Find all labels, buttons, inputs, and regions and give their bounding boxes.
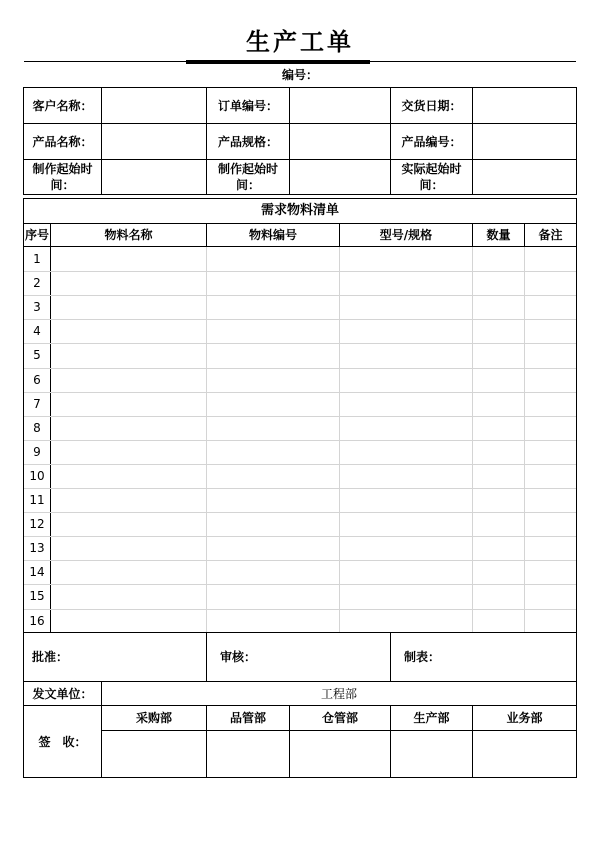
dept-warehouse: 仓管部 <box>321 711 358 725</box>
product-spec-label: 产品规格： <box>217 134 278 149</box>
bom-row-divider <box>50 609 576 610</box>
issue-row <box>23 681 577 706</box>
bom-row-number: 2 <box>33 276 41 291</box>
delivery-date-label: 交货日期： <box>401 98 462 113</box>
sign-field-purchasing[interactable] <box>102 731 206 777</box>
review-label: 审核： <box>220 650 257 664</box>
product-name-label: 产品名称： <box>32 134 93 149</box>
issuing-unit-label: 发文单位： <box>32 686 93 701</box>
order-no-field[interactable] <box>290 88 390 123</box>
bom-row-divider <box>50 416 576 417</box>
bom-row-number: 10 <box>29 468 45 483</box>
bom-row-divider <box>50 368 576 369</box>
col-header-seq: 序号 <box>24 228 49 242</box>
col-header-material-name: 物料名称 <box>104 228 153 242</box>
sign-field-production[interactable] <box>391 731 472 777</box>
sign-field-warehouse[interactable] <box>290 731 390 777</box>
bom-row-number: 11 <box>29 493 45 507</box>
bom-row-divider <box>50 464 576 465</box>
make-start-time-field-2[interactable] <box>290 160 390 194</box>
approval-row <box>23 632 577 682</box>
product-spec-field[interactable] <box>290 124 390 159</box>
bom-row-divider <box>50 392 576 393</box>
info-table <box>23 87 577 195</box>
sign-field-sales[interactable] <box>473 731 576 777</box>
bom-row-number: 1 <box>33 252 41 266</box>
bom-title: 需求物料清单 <box>260 203 339 218</box>
customer-name-field[interactable] <box>102 88 206 123</box>
sign-table <box>23 705 577 778</box>
bom-row-divider <box>50 295 576 296</box>
issuing-unit-value: 工程部 <box>320 686 357 701</box>
bom-row-number: 6 <box>33 372 41 387</box>
prepared-by-label: 制表： <box>404 650 441 664</box>
col-header-material-no: 物料编号 <box>248 228 297 242</box>
title-underline-bold <box>186 60 370 64</box>
bom-row-divider <box>50 440 576 441</box>
bom-row-divider <box>50 271 576 272</box>
make-start-time-label-2: 制作起始时间： <box>217 162 278 192</box>
bom-row-number: 9 <box>33 444 41 459</box>
product-name-field[interactable] <box>102 124 206 159</box>
col-header-remarks: 备注 <box>538 228 563 242</box>
dept-quality: 品管部 <box>229 711 266 725</box>
bom-row-number: 12 <box>29 517 45 532</box>
bom-row-divider <box>50 536 576 537</box>
bom-row-number: 4 <box>33 324 41 339</box>
actual-start-time-field[interactable] <box>473 160 576 194</box>
sign-field-quality[interactable] <box>207 731 289 777</box>
bom-row-number: 16 <box>29 613 45 628</box>
make-start-time-field[interactable] <box>102 160 206 194</box>
sign-label: 签 收： <box>38 734 87 749</box>
product-no-label: 产品编号： <box>401 134 462 149</box>
actual-start-time-label: 实际起始时间： <box>401 162 462 192</box>
bom-row-number: 3 <box>33 300 41 315</box>
bom-row-number: 14 <box>29 565 45 580</box>
dept-purchasing: 采购部 <box>135 711 172 725</box>
col-header-quantity: 数量 <box>486 228 511 242</box>
col-header-model-spec: 型号/规格 <box>379 228 433 242</box>
bom-row-number: 5 <box>33 348 41 363</box>
order-no-label: 订单编号： <box>217 98 278 113</box>
product-no-field[interactable] <box>473 124 576 159</box>
doc-number-label: 编号： <box>281 68 318 82</box>
bom-row-number: 13 <box>29 541 45 556</box>
bom-row-number: 7 <box>33 396 41 411</box>
bom-row-number: 8 <box>33 420 41 435</box>
bom-row-number: 15 <box>29 589 45 604</box>
bom-row-divider <box>50 343 576 344</box>
bom-row-divider <box>50 319 576 320</box>
bom-row-divider <box>50 584 576 585</box>
approve-label: 批准： <box>32 650 69 664</box>
delivery-date-field[interactable] <box>473 88 576 123</box>
customer-name-label: 客户名称： <box>32 98 93 113</box>
page-title: 生产工单 <box>246 28 354 56</box>
bom-row-divider <box>50 512 576 513</box>
dept-sales: 业务部 <box>506 711 543 725</box>
dept-production: 生产部 <box>413 711 450 725</box>
make-start-time-label: 制作起始时间： <box>32 162 93 192</box>
bom-row-divider <box>50 560 576 561</box>
bom-row-divider <box>50 488 576 489</box>
